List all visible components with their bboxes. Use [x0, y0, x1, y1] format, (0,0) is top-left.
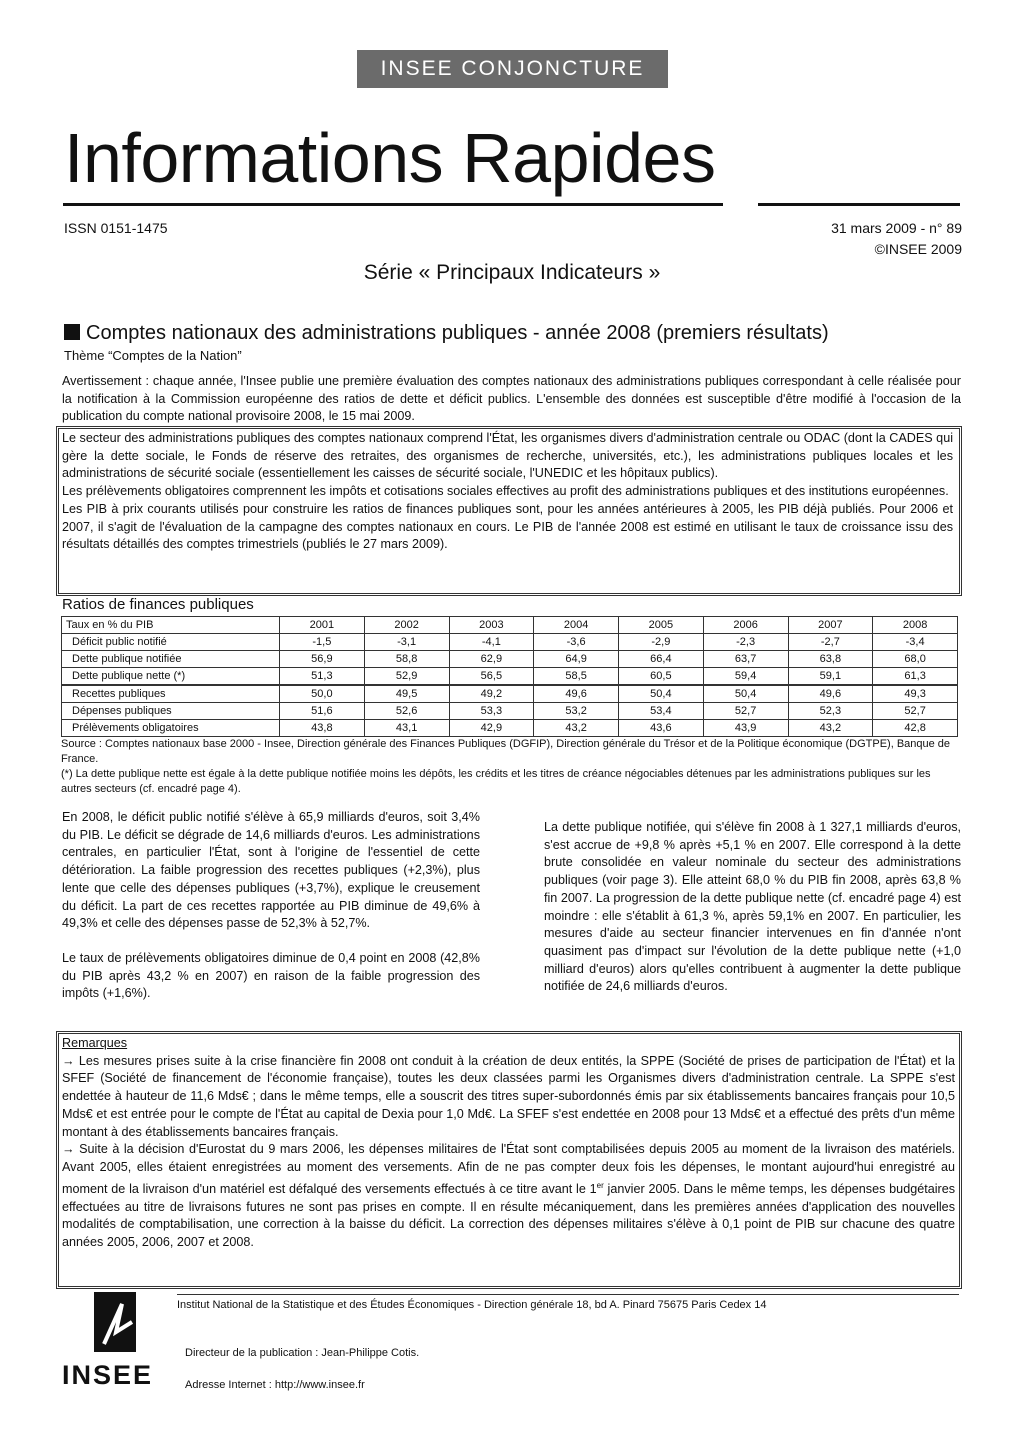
- table-cell: 66,4: [619, 651, 704, 668]
- table-cell: 56,5: [449, 668, 534, 686]
- year-header: 2001: [280, 617, 365, 634]
- definition-sector: Le secteur des administrations publiques des comptes nationaux comprend l'État, les organismes divers d'administration centrale ou ODAC (dont la CADES qui gère la dette sociale, le Fonds de réserve des retraites, des organismes de recherche, universités, etc.), les administrations publiques locales et les administrations de sécurité sociale (essentiellement les caisses de sécurité sociale, l'UNEDIC et les hôpitaux publics).: [62, 431, 953, 481]
- table-cell: 52,7: [873, 703, 958, 720]
- debt-paragraph: La dette publique notifiée, qui s'élève fin 2008 à 1 327,1 milliards d'euros, s'est accrue de +9,8 % après +5,1 % en 2007. Elle correspond à la dette brute consolidée en valeur nominale du secteur des administrations publiques (voir page 3). Elle atteint 68,0 % du PIB fin 2008, après 63,8 % fin 2007. La progression de la dette publique nette (cf. encadré page 4) est moindre : elle s'établit à 61,3 %, après 59,1% en 2007. En particulier, les mesures d'aide au secteur financier intervenues en fin d'année n'ont quasiment pas d'impact sur l'évolution de la dette publique nette (+1,0 milliard d'euros) alors qu'elles contribuent à augmenter la dette publique notifiée de 24,6 milliards d'euros.: [544, 820, 961, 994]
- insee-logo-text: INSEE: [62, 1360, 154, 1390]
- table-cell: 64,9: [534, 651, 619, 668]
- table-cell: -2,3: [703, 634, 788, 651]
- year-header: 2008: [873, 617, 958, 634]
- remarks-title: Remarques: [62, 1036, 128, 1050]
- table-cell: 43,2: [534, 720, 619, 737]
- year-header: 2005: [619, 617, 704, 634]
- table-title: Ratios de finances publiques: [62, 596, 254, 613]
- row-label: Déficit public notifié: [62, 634, 280, 651]
- table-cell: 59,4: [703, 668, 788, 686]
- theme-label: Thème “Comptes de la Nation”: [64, 348, 242, 363]
- table-cell: 53,2: [534, 703, 619, 720]
- definition-gdp: Les PIB à prix courants utilisés pour construire les ratios de finances publiques sont, pour les années antérieures à 2005, les PIB déjà publiés. Pour 2006 et 2007, il s'agit de l'évaluation de la campagne des comptes nationaux en cours. Le PIB de l'année 2008 est estimé en utilisant le taux de croissance issu des résultats détaillés des comptes trimestriels (publiés le 27 mars 2009).: [62, 501, 953, 552]
- table-row: [62, 720, 958, 737]
- table-footnote: (*) La dette publique nette est égale à la dette publique notifiée moins les dépôts, les crédits et les titres de créance négociables détenues par les administrations publiques sur les autres secteurs (cf. encadré page 4).: [61, 768, 931, 795]
- table-cell: -3,6: [534, 634, 619, 651]
- table-cell: 61,3: [873, 668, 958, 686]
- year-header: 2006: [703, 617, 788, 634]
- table-cell: 43,6: [619, 720, 704, 737]
- table-cell: 50,0: [280, 685, 365, 703]
- table-cell: 63,8: [788, 651, 873, 668]
- table-cell: 49,6: [534, 685, 619, 703]
- issue-date-number: 31 mars 2009 - n° 89: [831, 220, 962, 236]
- remark-military-part1: → Suite à la décision d'Eurostat du 9 mars 2006, les dépenses militaires de l'État sont comptabilisées depuis 2005 au moment de la livraison des matériels. Avant 2005, elles étaient enregistrées au moment des versements. Afin de ne pas compter deux fois les dépenses, le montant aujourd'hui enregistré au moment de la livraison d'un matériel est défalqué des versements effectués à ce titre avant le 1: [62, 1142, 955, 1196]
- definition-compulsory-levies: Les prélèvements obligatoires comprennent les impôts et cotisations sociales effectives au profit des administrations publiques et des institutions européennes.: [62, 484, 949, 499]
- table-header-label: Taux en % du PIB: [62, 617, 280, 634]
- bullet-square-icon: [64, 324, 80, 340]
- row-label: Dette publique nette (*): [62, 668, 280, 686]
- table-cell: 58,5: [534, 668, 619, 686]
- table-cell: 51,6: [280, 703, 365, 720]
- table-cell: 53,4: [619, 703, 704, 720]
- table-cell: 50,4: [619, 685, 704, 703]
- table-row: [62, 651, 958, 668]
- headline: Comptes nationaux des administrations publiques - année 2008 (premiers résultats): [86, 322, 829, 344]
- table-cell: 52,7: [703, 703, 788, 720]
- table-cell: 56,9: [280, 651, 365, 668]
- row-label: Prélèvements obligatoires: [62, 720, 280, 737]
- footer-address: Adresse Internet : http://www.insee.fr: [185, 1379, 365, 1391]
- footer-director: Directeur de la publication : Jean-Philippe Cotis.: [185, 1347, 420, 1359]
- table-cell: -2,9: [619, 634, 704, 651]
- table-cell: 58,8: [364, 651, 449, 668]
- table-cell: 60,5: [619, 668, 704, 686]
- table-cell: 42,9: [449, 720, 534, 737]
- table-cell: 49,2: [449, 685, 534, 703]
- table-cell: 42,8: [873, 720, 958, 737]
- footer-institute: Institut National de la Statistique et des Études Économiques - Direction générale 18, bd A. Pinard 75675 Paris Cedex 14: [177, 1299, 767, 1311]
- copyright: ©INSEE 2009: [874, 241, 962, 257]
- year-header: 2002: [364, 617, 449, 634]
- left-column: [62, 809, 480, 1003]
- definitions-box: [58, 428, 960, 594]
- table-header-row: [62, 617, 958, 634]
- issn: ISSN 0151-1475: [64, 220, 168, 236]
- footer-rule: [177, 1294, 959, 1295]
- table-cell: 63,7: [703, 651, 788, 668]
- table-cell: 68,0: [873, 651, 958, 668]
- remark-military-spending: [62, 1141, 955, 1251]
- table-cell: 52,3: [788, 703, 873, 720]
- table-cell: 59,1: [788, 668, 873, 686]
- table-cell: 62,9: [449, 651, 534, 668]
- page-title: Informations Rapides: [64, 119, 716, 197]
- table-cell: 43,2: [788, 720, 873, 737]
- table-source: Source : Comptes nationaux base 2000 - Insee, Direction générale des Finances Publiques (DGFIP), Direction générale du Trésor et de la Politique économique (DGTPE), Banque de France.: [61, 738, 951, 765]
- remarks-box: [58, 1033, 960, 1287]
- table-cell: 49,5: [364, 685, 449, 703]
- year-header: 2003: [449, 617, 534, 634]
- table-cell: -3,1: [364, 634, 449, 651]
- table-cell: 51,3: [280, 668, 365, 686]
- table-row: [62, 685, 958, 703]
- series-banner: INSEE CONJONCTURE: [357, 50, 668, 88]
- table-cell: 49,6: [788, 685, 873, 703]
- remark-military-part2: janvier 2005. Dans le même temps, les dépenses budgétaires effectuées au titre de livraisons futures ne sont pas prises en compte. Il en résulte mécaniquement, dans les premières années d'application des nouvelles modalités de comptabilisation, une correction à la baisse du déficit. La correction des dépenses militaires s'élève à 0,1 point de PIB sur chacune des quatre années 2005, 2006, 2007 et 2008.: [62, 1181, 955, 1249]
- title-rule-left: [63, 203, 723, 206]
- table-cell: -3,4: [873, 634, 958, 651]
- table-cell: 50,4: [703, 685, 788, 703]
- table-cell: -2,7: [788, 634, 873, 651]
- remark-financial-crisis: → Les mesures prises suite à la crise financière fin 2008 ont conduit à la création de deux entités, la SPPE (Société de prises de participation de l'État) et la SFEF (Société de financement de l'économie française), toutes les deux classées parmi les Organismes divers d'administration centrale. La SPPE s'est endettée à hauteur de 11,6 Mds€ ; dans le même temps, elle a souscrit des titres super-subordonnés émis par six établissements bancaires français pour 10,5 Mds€ et est entrée pour le compte de l'État au capital de Dexia pour 1,0 Md€. La SFEF s'est endettée en 2008 pour 13 Mds€ et a effectué des prêts d'un même montant à des établissements bancaires français.: [62, 1053, 955, 1139]
- ratios-table: [61, 616, 958, 737]
- title-rule-right: [758, 203, 960, 206]
- year-header: 2007: [788, 617, 873, 634]
- deficit-paragraph: En 2008, le déficit public notifié s'élève à 65,9 milliards d'euros, soit 3,4% du PIB. Le déficit se dégrade de 14,6 milliards d'euros. Les administrations centrales, en particulier l'État, sont à l'origine de l'essentiel de cette détérioration. La faible progression des recettes publiques (+2,3%), plus lente que celle des dépenses publiques (+3,7%), explique le creusement du déficit. La part de ces recettes rapportée au PIB diminue de 49,6% à 49,3% et celle des dépenses passe de 52,3% à 52,7%.: [62, 810, 480, 931]
- superscript-er: er: [596, 1180, 604, 1190]
- row-label: Recettes publiques: [62, 685, 280, 703]
- row-label: Dette publique notifiée: [62, 651, 280, 668]
- table-cell: 43,8: [280, 720, 365, 737]
- table-cell: 49,3: [873, 685, 958, 703]
- table-cell: -1,5: [280, 634, 365, 651]
- table-cell: 43,1: [364, 720, 449, 737]
- row-label: Dépenses publiques: [62, 703, 280, 720]
- levies-paragraph: Le taux de prélèvements obligatoires diminue de 0,4 point en 2008 (42,8% du PIB après 43,2 % en 2007) en raison de la faible progression des impôts (+1,6%).: [62, 950, 480, 1001]
- table-cell: 53,3: [449, 703, 534, 720]
- table-cell: 52,9: [364, 668, 449, 686]
- table-row: [62, 703, 958, 720]
- table-row: [62, 668, 958, 686]
- series-subtitle: Série « Principaux Indicateurs »: [363, 261, 661, 284]
- table-cell: 43,9: [703, 720, 788, 737]
- table-cell: 52,6: [364, 703, 449, 720]
- warning-paragraph: Avertissement : chaque année, l'Insee publie une première évaluation des comptes nationaux des administrations publiques correspondant à celle réalisée pour la notification à la Commission européenne des ratios de dette et déficit publics. L'ensemble des données est susceptible d'être modifié à l'occasion de la publication du compte national provisoire 2008, le 15 mai 2009.: [62, 374, 961, 424]
- year-header: 2004: [534, 617, 619, 634]
- table-row: [62, 634, 958, 651]
- table-cell: -4,1: [449, 634, 534, 651]
